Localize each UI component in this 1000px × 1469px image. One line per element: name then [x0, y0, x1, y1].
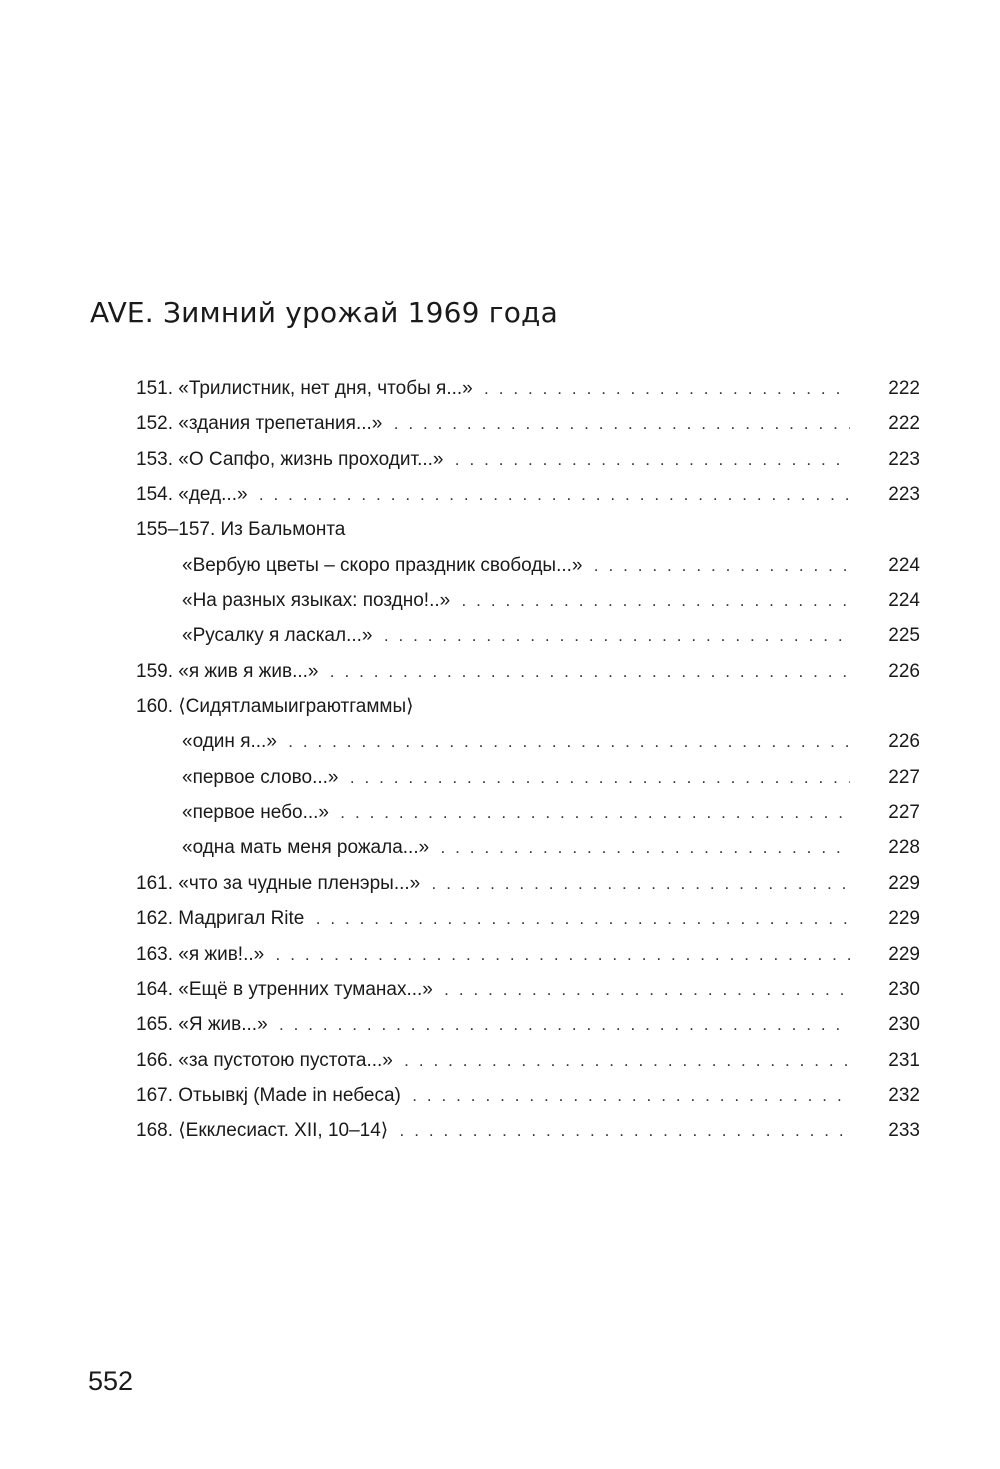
toc-entry: [136, 477, 920, 512]
toc-entry-label: [136, 760, 850, 795]
toc-entry-label: [136, 1113, 850, 1148]
toc-entry: [136, 371, 920, 406]
table-of-contents: [136, 371, 920, 1149]
toc-entry-page: 223: [888, 448, 920, 470]
toc-entry-page: 224: [888, 554, 920, 576]
toc-entry-title: 162. Мадригал Rite: [136, 908, 308, 929]
toc-entry: [136, 583, 920, 618]
toc-entry-label: [136, 866, 850, 901]
toc-entry-label: [136, 689, 850, 724]
toc-entry-title: 161. «что за чудные пленэры...»: [136, 873, 424, 894]
toc-entry: [136, 1113, 920, 1148]
toc-entry-label: [136, 583, 850, 618]
toc-entry: [136, 866, 920, 901]
toc-entry-label: [136, 937, 850, 972]
toc-entry-title: «первое небо...»: [182, 802, 333, 823]
toc-entry-title: 154. «дед...»: [136, 484, 252, 505]
toc-entry-label: [136, 654, 850, 689]
toc-entry-label: [136, 972, 850, 1007]
toc-entry-label: [136, 830, 850, 865]
toc-entry-title: 153. «О Сапфо, жизнь проходит...»: [136, 449, 447, 470]
toc-entry-page: 228: [888, 837, 920, 859]
toc-entry-title: «одна мать меня рожала...»: [182, 837, 433, 858]
toc-entry-label: [136, 795, 850, 830]
toc-entry-title: 155–157. Из Бальмонта: [136, 519, 349, 540]
toc-entry: [136, 406, 920, 441]
toc-entry-page: 229: [888, 872, 920, 894]
toc-entry-page: 227: [888, 766, 920, 788]
toc-entry-title: 168. ⟨Екклесиаст. XII, 10–14⟩: [136, 1120, 392, 1141]
toc-entry: [136, 548, 920, 583]
toc-entry-page: 231: [888, 1049, 920, 1071]
toc-entry-label: [136, 442, 850, 477]
toc-entry-label: [136, 618, 850, 653]
toc-entry: [136, 937, 920, 972]
toc-entry-page: 222: [888, 378, 920, 399]
page-number: 552: [88, 1366, 134, 1396]
toc-entry-title: «На разных языках: поздно!..»: [182, 590, 454, 611]
toc-entry-title: 166. «за пустотою пустота...»: [136, 1050, 397, 1071]
toc-entry-page: 225: [888, 625, 920, 647]
toc-entry-page: 233: [888, 1120, 920, 1142]
section-title: AVE. Зимний урожай 1969 года: [90, 296, 558, 329]
toc-entry-title: 167. Отьывкj (Made in небеса): [136, 1085, 405, 1106]
toc-entry: [136, 618, 920, 653]
toc-entry-page: 224: [888, 590, 920, 612]
toc-entry-page: 223: [888, 484, 920, 506]
toc-entry-page: 222: [888, 413, 920, 435]
toc-entry-title: «первое слово...»: [182, 767, 343, 788]
toc-entry: [136, 901, 920, 936]
toc-entry-label: [136, 371, 850, 406]
toc-entry: [136, 1078, 920, 1113]
toc-entry-page: 226: [888, 660, 920, 682]
toc-entry: [136, 760, 920, 795]
toc-entry-title: 160. ⟨Сидятламыиграютгаммы⟩: [136, 696, 418, 717]
toc-entry-page: 227: [888, 802, 920, 824]
toc-entry: [136, 512, 920, 547]
toc-entry: [136, 1007, 920, 1042]
toc-entry: [136, 654, 920, 689]
toc-entry-title: «Русалку я ласкал...»: [182, 625, 377, 646]
toc-entry-label: [136, 1078, 850, 1113]
toc-entry-label: [136, 901, 850, 936]
toc-entry-title: 151. «Трилистник, нет дня, чтобы я...»: [136, 378, 477, 399]
toc-entry-title: 163. «я жив!..»: [136, 944, 268, 965]
toc-entry-page: 226: [888, 731, 920, 753]
toc-entry-label: [136, 1043, 850, 1078]
toc-entry: [136, 1043, 920, 1078]
toc-entry-title: 165. «Я жив...»: [136, 1014, 272, 1035]
toc-entry-title: «один я...»: [182, 731, 281, 752]
toc-entry-page: 229: [888, 908, 920, 930]
toc-entry-label: [136, 724, 850, 759]
toc-entry: [136, 689, 920, 724]
toc-entry-label: [136, 1007, 850, 1042]
toc-entry-page: 230: [888, 978, 920, 1000]
toc-entry-title: «Вербую цветы – скоро праздник свободы...»: [182, 555, 586, 576]
toc-entry: [136, 830, 920, 865]
toc-entry-page: 230: [888, 1014, 920, 1036]
toc-entry-title: 152. «здания трепетания...»: [136, 413, 386, 434]
toc-entry-label: [136, 477, 850, 512]
toc-entry-page: 232: [888, 1084, 920, 1106]
toc-entry: [136, 724, 920, 759]
toc-entry-label: [136, 406, 850, 441]
toc-entry: [136, 795, 920, 830]
toc-entry: [136, 972, 920, 1007]
toc-entry: [136, 442, 920, 477]
toc-entry-page: 229: [888, 943, 920, 965]
toc-entry-label: [136, 512, 850, 547]
toc-entry-title: 159. «я жив я жив...»: [136, 661, 322, 682]
toc-entry-label: [136, 548, 850, 583]
toc-entry-title: 164. «Ещё в утренних туманах...»: [136, 979, 437, 1000]
